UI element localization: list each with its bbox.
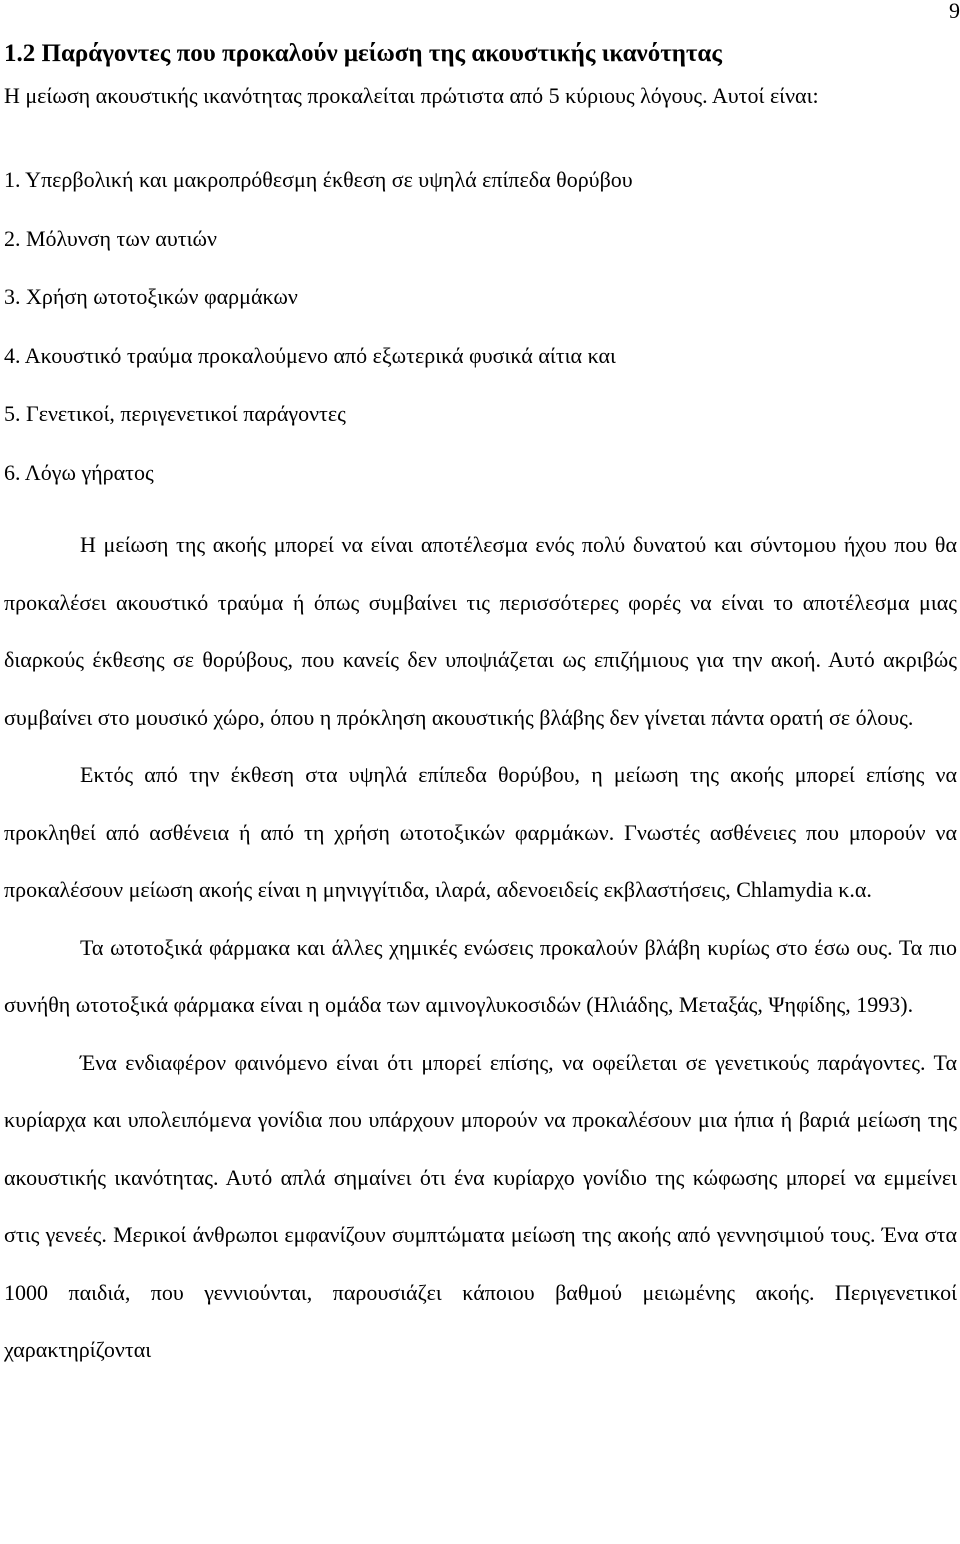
paragraph-genetic-factors: Ένα ενδιαφέρον φαινόμενο είναι ότι μπορεί επίσης, να οφείλεται σε γενετικούς παράγοντες. Τα κυρίαρχα και υπολειπόμενα γονίδια που υπάρχουν μπορούν να προκαλέσουν μια ήπια ή βαριά μείωση της ακουστικής ικανότητας. Αυτό απλά σημαίνει ότι ένα κυρίαρχο γονίδιο της κώφωσης μπορεί να εμμείνει στις γενεές. Μερικοί άνθρωποι εμφανίζουν συμπτώματα μείωση της ακοής από γεννησιμιού τους. Ένα στα 1000 παιδιά, που γεννιούνται, παρουσιάζει κάποιου βαθμού μειωμένης ακοής. Περιγενετικοί χαρακτηρίζονται	[4, 1049, 957, 1362]
intro-sentence: Η μείωση ακουστικής ικανότητας προκαλείται πρώτιστα από 5 κύριους λόγους. Αυτοί είναι:	[4, 83, 819, 108]
page-number: 9	[949, 0, 960, 23]
cause-item: 6. Λόγω γήρατος	[4, 459, 154, 485]
paragraph-ototoxic-drugs: Τα ωτοτοξικά φάρμακα και άλλες χημικές ενώσεις προκαλούν βλάβη κυρίως στο έσω ους. Τα πιο συνήθη ωτοτοξικά φάρμακα είναι η ομάδα των αμινογλυκοσιδών (Ηλιάδης, Μεταξάς, Ψηφίδης, 1993).	[4, 934, 957, 1017]
causes-list	[4, 164, 633, 515]
body-text	[4, 516, 957, 1379]
cause-item: 1. Υπερβολική και μακροπρόθεσμη έκθεση σε υψηλά επίπεδα θορύβου	[4, 167, 633, 192]
cause-item: 4. Ακουστικό τραύμα προκαλούμενο από εξωτερικά φυσικά αίτια και	[4, 342, 616, 368]
section-heading: 1.2 Παράγοντες που προκαλούν μείωση της ακουστικής ικανότητας	[4, 40, 722, 67]
paragraph-noise-damage: Η μείωση της ακοής μπορεί να είναι αποτέλεσμα ενός πολύ δυνατού και σύντομου ήχου που θα προκαλέσει ακουστικό τραύμα ή όπως συμβαίνει τις περισσότερες φορές να είναι το αποτέλεσμα μιας διαρκούς έκθεσης σε θορύβους, που κανείς δεν υποψιάζεται ως επιζήμιους για την ακοή. Αυτό ακριβώς συμβαίνει στο μουσικό χώρο, όπου η πρόκληση ακουστικής βλάβης δεν γίνεται πάντα ορατή σε όλους.	[4, 532, 957, 730]
cause-item: 3. Χρήση ωτοτοξικών φαρμάκων	[4, 284, 298, 309]
cause-item: 2. Μόλυνση των αυτιών	[4, 225, 217, 251]
paragraph-diseases: Εκτός από την έκθεση στα υψηλά επίπεδα θορύβου, η μείωση της ακοής μπορεί επίσης να προκληθεί από ασθένεια ή από τη χρήση ωτοτοξικών φαρμάκων. Γνωστές ασθένειες που μπορούν να προκαλέσουν μείωση ακοής είναι η μηνιγγίτιδα, ιλαρά, αδενοειδείς εκβλαστήσεις, Chlamydia κ.α.	[4, 762, 957, 902]
cause-item: 5. Γενετικοί, περιγενετικοί παράγοντες	[4, 401, 346, 426]
